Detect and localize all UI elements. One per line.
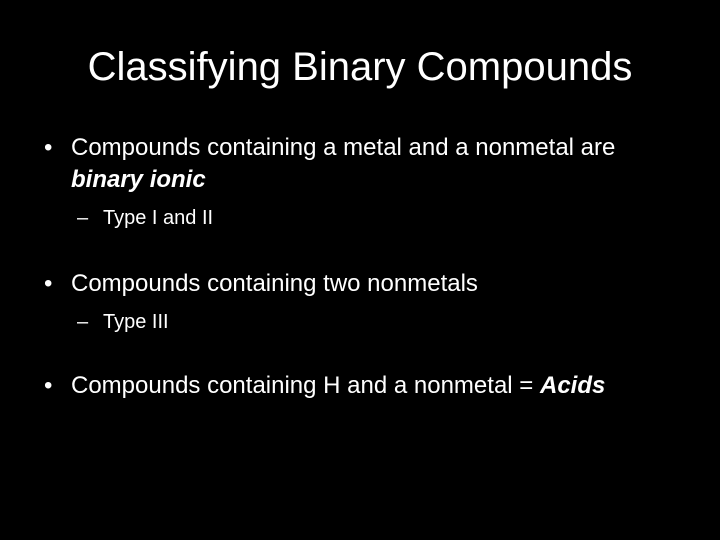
bullet-text (71, 132, 684, 196)
bullet-text: Compounds containing two nonmetals (71, 270, 478, 297)
bullet-icon: • (44, 270, 53, 297)
bullet-icon: • (44, 372, 53, 399)
slide-title: Classifying Binary Compounds (87, 45, 633, 89)
sub-bullet-text: Type III (103, 311, 169, 333)
dash-icon: – (77, 207, 89, 229)
bullet-icon: • (44, 134, 53, 161)
bullet-item-2 (44, 268, 684, 300)
bullet-text-emphasis: binary ionic (71, 166, 206, 193)
bullet-text-plain: Compounds containing a metal and a nonmetal are (71, 134, 616, 161)
sub-bullet-item-2 (77, 309, 657, 335)
bullet-item-3 (44, 370, 684, 402)
bullet-text-emphasis: Acids (539, 372, 606, 399)
bullet-text (71, 370, 684, 402)
dash-icon: – (77, 311, 89, 333)
sub-bullet-text: Type I and II (103, 207, 214, 229)
bullet-text-plain: Compounds containing H and a nonmetal = (71, 372, 540, 399)
bullet-item-1 (44, 132, 684, 196)
sub-bullet-item-1 (77, 205, 657, 231)
